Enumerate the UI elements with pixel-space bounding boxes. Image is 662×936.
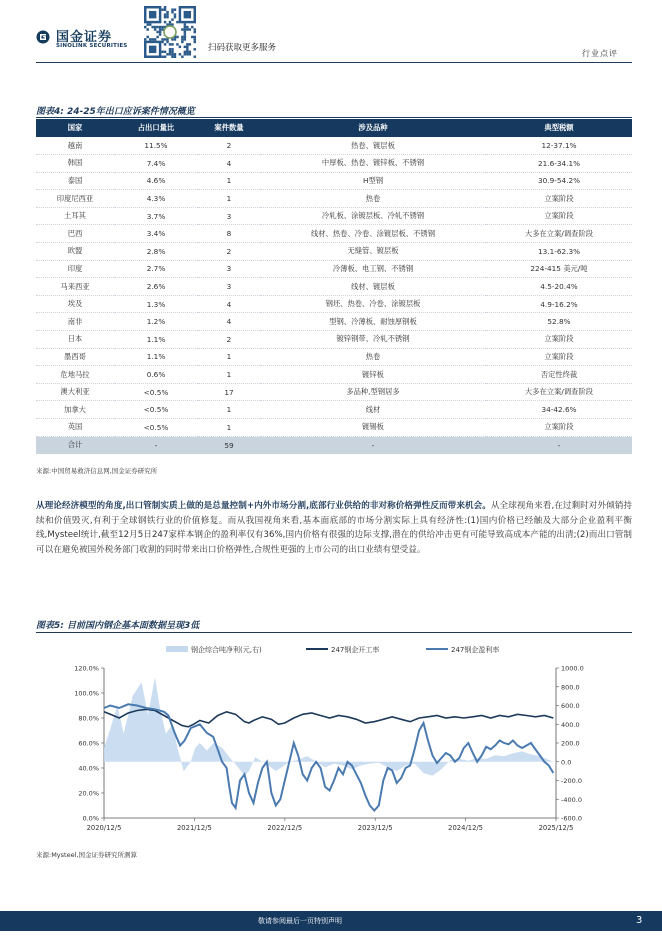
cell-products: 钢坯、热卷、冷卷、涂镀层板 <box>260 295 486 313</box>
cell-country: 欧盟 <box>36 243 114 261</box>
legend-label: 247钢企开工率 <box>331 646 380 654</box>
cell-products: 热卷 <box>260 348 486 366</box>
header-rule <box>36 62 632 63</box>
cell-country: 印度 <box>36 260 114 278</box>
cell-country: 日本 <box>36 331 114 349</box>
cell-export-share: <0.5% <box>114 419 198 437</box>
cell-products: - <box>260 436 486 454</box>
table-row <box>36 313 632 331</box>
footer-disclaimer[interactable]: 敬请参阅最后一页特别声明 <box>258 917 342 925</box>
table-row <box>36 190 632 208</box>
chart-title-rule <box>36 632 632 633</box>
cell-duty: 21.6-34.1% <box>486 155 632 173</box>
cell-country: 合计 <box>36 436 114 454</box>
cell-duty: 立案阶段 <box>486 419 632 437</box>
cell-case-count: 1 <box>198 172 260 190</box>
cell-case-count: 2 <box>198 331 260 349</box>
legend-label: 钢企综合吨净利(元,右) <box>191 646 262 654</box>
cell-products: 镀锌钢带、冷轧不锈钢 <box>260 331 486 349</box>
brand-name-en: SINOLINK SECURITIES <box>56 43 128 49</box>
cell-country: 泰国 <box>36 172 114 190</box>
x-tick-label: 2020/12/5 <box>86 824 122 832</box>
table-title-rule <box>36 117 632 118</box>
y-right-tick-label: -400.0 <box>561 795 582 804</box>
table-row <box>36 243 632 261</box>
table-row <box>36 172 632 190</box>
legend-label: 247钢企盈利率 <box>451 646 500 654</box>
cell-country: 印度尼西亚 <box>36 190 114 208</box>
y-right-tick-label: 0.0 <box>561 758 572 767</box>
col-duty: 典型税额 <box>486 119 632 137</box>
cell-export-share: 1.1% <box>114 348 198 366</box>
body-text: 从全球视角来看,在过剩时对外倾销持续和价值毁灭,有利于全球钢铁行业的价值修复。而从我国视角来看,基本面底部的市场分割实际上具有经济性:(1)国内价格已经触及大部分企业盈利平衡线,Mysteel统计,截至12月5日247家样本钢企的盈利率仅有36%,国内价格有很强的边际支撑,潜在的供给冲击更有可能导致高成本产能的出清;(2)而出口管制可以在避免被国外税务部门收割的同时带来出口价格弹性,合规性更强的上市公司的出口业绩有望受益。 <box>36 501 632 556</box>
cell-country: 澳大利亚 <box>36 383 114 401</box>
y-right-tick-label: 1000.0 <box>561 664 584 673</box>
cell-case-count: 3 <box>198 278 260 296</box>
cell-duty: 大多在立案/调查阶段 <box>486 225 632 243</box>
col-country: 国家 <box>36 119 114 137</box>
y-left-tick-label: 100.0% <box>74 689 99 698</box>
cell-country: 南非 <box>36 313 114 331</box>
cell-export-share: 0.6% <box>114 366 198 384</box>
x-tick-label: 2025/12/5 <box>538 824 574 832</box>
cell-country: 巴西 <box>36 225 114 243</box>
cell-case-count: 59 <box>198 436 260 454</box>
cell-duty: 224-415 美元/吨 <box>486 260 632 278</box>
cell-case-count: 2 <box>198 137 260 155</box>
cell-case-count: 4 <box>198 295 260 313</box>
cell-case-count: 8 <box>198 225 260 243</box>
cell-case-count: 3 <box>198 207 260 225</box>
cell-country: 危地马拉 <box>36 366 114 384</box>
cell-country: 墨西哥 <box>36 348 114 366</box>
cell-duty: 立案阶段 <box>486 348 632 366</box>
y-left-tick-label: 120.0% <box>74 664 99 673</box>
cell-export-share: 2.6% <box>114 278 198 296</box>
table-source: 来源:中国贸易救济信息网,国金证券研究所 <box>36 467 158 475</box>
cell-products: 镀锡板 <box>260 419 486 437</box>
cell-products: 无缝管、镀层板 <box>260 243 486 261</box>
table-row <box>36 260 632 278</box>
cell-products: 中厚板、热卷、镀锌板、不锈钢 <box>260 155 486 173</box>
cell-products: 线材、镀层板 <box>260 278 486 296</box>
cell-export-share: 2.7% <box>114 260 198 278</box>
y-left-tick-label: 80.0% <box>78 714 99 723</box>
cell-country: 埃及 <box>36 295 114 313</box>
cell-products: 线材、热卷、冷卷、涂镀层板、不锈钢 <box>260 225 486 243</box>
cell-products: 线材 <box>260 401 486 419</box>
cell-export-share: 1.3% <box>114 295 198 313</box>
y-left-tick-label: 40.0% <box>78 764 99 773</box>
y-right-tick-label: 600.0 <box>561 702 580 710</box>
table-row <box>36 331 632 349</box>
cell-case-count: 4 <box>198 155 260 173</box>
y-left-tick-label: 0.0% <box>82 814 99 823</box>
cell-export-share: 11.5% <box>114 137 198 155</box>
y-right-tick-label: 400.0 <box>561 720 580 729</box>
col-export-share: 占出口量比 <box>114 119 198 137</box>
cell-export-share: 1.1% <box>114 331 198 349</box>
body-paragraph <box>36 499 632 558</box>
cell-country: 越南 <box>36 137 114 155</box>
cell-export-share: 7.4% <box>114 155 198 173</box>
cell-case-count: 17 <box>198 383 260 401</box>
brand-name-cn: 国金证券 <box>56 30 113 45</box>
cell-duty: 30.9-54.2% <box>486 172 632 190</box>
qr-caption: 扫码获取更多服务 <box>208 43 277 53</box>
table-total-row <box>36 436 632 454</box>
cell-export-share: <0.5% <box>114 383 198 401</box>
cell-products: 冷轧板、涂镀层板、冷轧不锈钢 <box>260 207 486 225</box>
page-footer <box>0 911 662 931</box>
cell-duty: 立案阶段 <box>486 207 632 225</box>
cell-products: 多品种,型钢居多 <box>260 383 486 401</box>
cell-duty: 立案阶段 <box>486 190 632 208</box>
cell-export-share: 1.2% <box>114 313 198 331</box>
col-case-count: 案件数量 <box>198 119 260 137</box>
cell-export-share: <0.5% <box>114 401 198 419</box>
x-tick-label: 2023/12/5 <box>357 824 393 832</box>
cell-case-count: 4 <box>198 313 260 331</box>
table-row <box>36 401 632 419</box>
y-left-tick-label: 60.0% <box>78 739 99 748</box>
table-title: 图表4: 24-25年出口应诉案件情况概览 <box>36 107 195 117</box>
cell-duty: - <box>486 436 632 454</box>
cell-export-share: 4.3% <box>114 190 198 208</box>
x-tick-label: 2022/12/5 <box>267 824 303 832</box>
cell-case-count: 1 <box>198 401 260 419</box>
table-row <box>36 137 632 155</box>
table-row <box>36 383 632 401</box>
cell-export-share: 4.6% <box>114 172 198 190</box>
page-number: 3 <box>636 915 643 926</box>
cell-duty: 52.8% <box>486 313 632 331</box>
cell-country: 韩国 <box>36 155 114 173</box>
cell-products: 镀锌板 <box>260 366 486 384</box>
page-header <box>0 0 662 66</box>
cell-duty: 否定性终裁 <box>486 366 632 384</box>
fundamentals-chart <box>36 638 632 838</box>
table-row <box>36 295 632 313</box>
table-row <box>36 348 632 366</box>
cell-duty: 34-42.6% <box>486 401 632 419</box>
cell-case-count: 1 <box>198 348 260 366</box>
section-tag: 行业点评 <box>582 49 618 58</box>
y-right-tick-label: 800.0 <box>561 683 580 692</box>
cell-duty: 立案阶段 <box>486 331 632 349</box>
cell-case-count: 3 <box>198 260 260 278</box>
cell-case-count: 2 <box>198 243 260 261</box>
y-right-tick-label: -600.0 <box>561 814 582 823</box>
cell-case-count: 1 <box>198 419 260 437</box>
table-row <box>36 278 632 296</box>
cell-case-count: 1 <box>198 366 260 384</box>
cell-country: 马来西亚 <box>36 278 114 296</box>
cell-country: 加拿大 <box>36 401 114 419</box>
cases-table <box>36 119 632 454</box>
cell-duty: 13.1-62.3% <box>486 243 632 261</box>
qr-code-icon[interactable] <box>142 4 198 60</box>
y-right-tick-label: -200.0 <box>561 777 582 785</box>
cell-country: 英国 <box>36 419 114 437</box>
x-tick-label: 2021/12/5 <box>176 824 212 832</box>
cell-export-share: 3.4% <box>114 225 198 243</box>
cell-duty: 4.5-20.4% <box>486 278 632 296</box>
logo-icon <box>36 30 50 44</box>
col-products: 涉及品种 <box>260 119 486 137</box>
table-row <box>36 155 632 173</box>
cell-duty: 12-37.1% <box>486 137 632 155</box>
cell-export-share: 3.7% <box>114 207 198 225</box>
cell-country: 土耳其 <box>36 207 114 225</box>
cell-duty: 大多在立案/调查阶段 <box>486 383 632 401</box>
cell-case-count: 1 <box>198 190 260 208</box>
table-row <box>36 419 632 437</box>
table-row <box>36 225 632 243</box>
x-tick-label: 2024/12/5 <box>448 824 484 832</box>
cell-export-share: 2.8% <box>114 243 198 261</box>
cell-products: H型钢 <box>260 172 486 190</box>
legend-swatch <box>166 646 188 652</box>
cell-export-share: - <box>114 436 198 454</box>
lead-sentence: 从理论经济模型的角度,出口管制实质上做的是总量控制+内外市场分割,底部行业供给的非对称价格弹性反而带来机会。 <box>36 501 491 511</box>
cell-products: 热卷 <box>260 190 486 208</box>
chart-source: 来源:Mysteel,国金证券研究所测算 <box>36 851 137 859</box>
cell-products: 型钢、冷薄板、耐蚀厚钢板 <box>260 313 486 331</box>
chart-title: 图表5: 目前国内钢企基本面数据呈现3低 <box>36 621 200 631</box>
y-right-tick-label: 200.0 <box>561 739 580 748</box>
cell-products: 热卷、镀层板 <box>260 137 486 155</box>
table-row <box>36 207 632 225</box>
table-row <box>36 366 632 384</box>
table-header-row <box>36 119 632 137</box>
cell-products: 冷薄板、电工钢、不锈钢 <box>260 260 486 278</box>
y-left-tick-label: 20.0% <box>78 789 99 798</box>
cell-duty: 4.9-16.2% <box>486 295 632 313</box>
